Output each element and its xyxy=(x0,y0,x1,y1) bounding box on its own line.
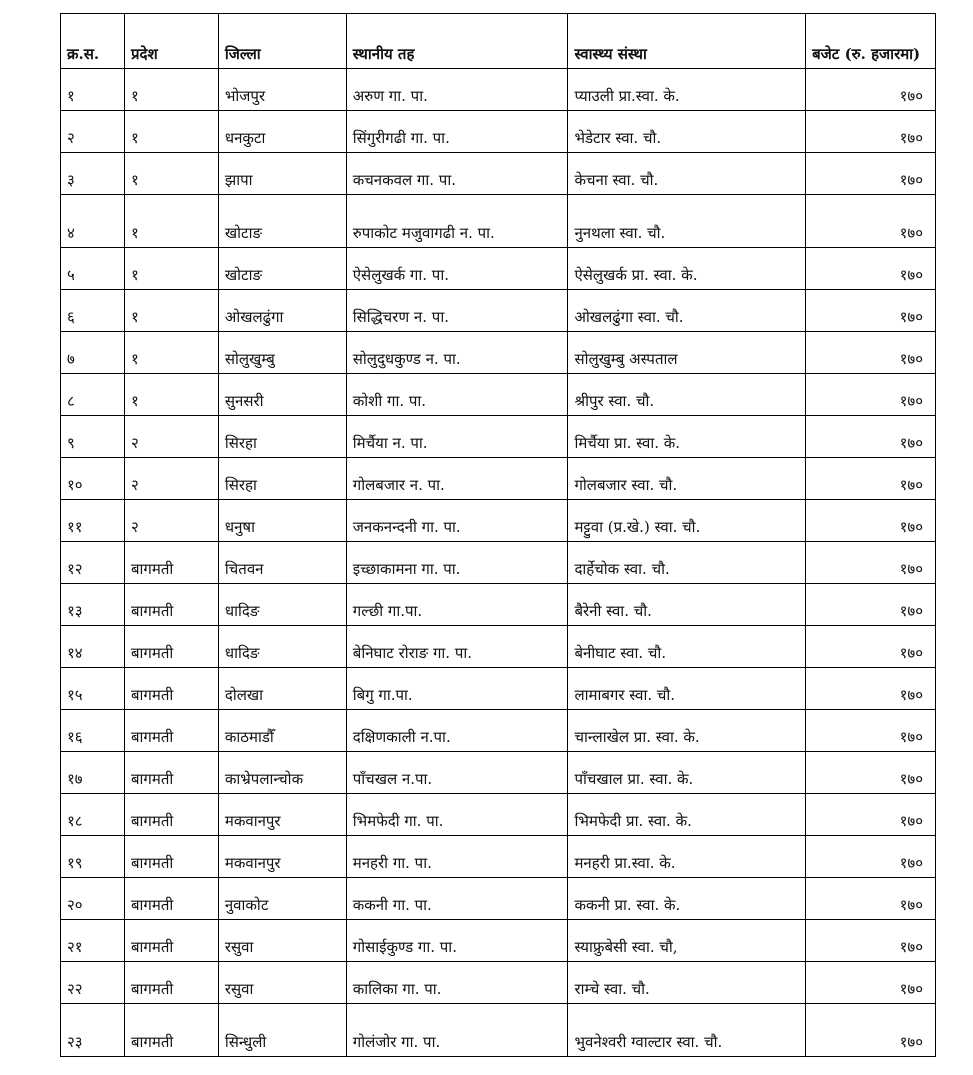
cell-serial-no: २३ xyxy=(61,1004,125,1057)
cell-district: सिरहा xyxy=(218,458,346,500)
cell-local-level: सिंगुरीगढी गा. पा. xyxy=(346,111,568,153)
cell-serial-no: १५ xyxy=(61,668,125,710)
cell-province: १ xyxy=(124,153,218,195)
cell-serial-no: ९ xyxy=(61,416,125,458)
table-row xyxy=(61,416,936,458)
cell-local-level: बिगु गा.पा. xyxy=(346,668,568,710)
cell-district: रसुवा xyxy=(218,920,346,962)
cell-local-level: सिद्धिचरण न. पा. xyxy=(346,290,568,332)
cell-serial-no: १ xyxy=(61,69,125,111)
cell-serial-no: ११ xyxy=(61,500,125,542)
cell-health-institution: बैरेनी स्वा. चौ. xyxy=(568,584,806,626)
table-row xyxy=(61,794,936,836)
cell-district: नुवाकोट xyxy=(218,878,346,920)
table-row xyxy=(61,111,936,153)
cell-serial-no: २ xyxy=(61,111,125,153)
cell-district: मकवानपुर xyxy=(218,794,346,836)
cell-budget: १७० xyxy=(806,332,936,374)
cell-local-level: मनहरी गा. पा. xyxy=(346,836,568,878)
table-row xyxy=(61,710,936,752)
cell-local-level: दक्षिणकाली न.पा. xyxy=(346,710,568,752)
cell-budget: १७० xyxy=(806,111,936,153)
cell-district: धनुषा xyxy=(218,500,346,542)
cell-district: काठमाडौँ xyxy=(218,710,346,752)
cell-health-institution: गोलबजार स्वा. चौ. xyxy=(568,458,806,500)
cell-serial-no: ६ xyxy=(61,290,125,332)
cell-province: बागमती xyxy=(124,626,218,668)
cell-district: सिरहा xyxy=(218,416,346,458)
cell-province: १ xyxy=(124,290,218,332)
table-row xyxy=(61,542,936,584)
table-header-row xyxy=(61,14,936,69)
table-body xyxy=(61,69,936,1057)
cell-local-level: अरुण गा. पा. xyxy=(346,69,568,111)
cell-district: दोलखा xyxy=(218,668,346,710)
cell-province: बागमती xyxy=(124,962,218,1004)
cell-health-institution: बेनीघाट स्वा. चौ. xyxy=(568,626,806,668)
cell-serial-no: १२ xyxy=(61,542,125,584)
cell-budget: १७० xyxy=(806,69,936,111)
cell-province: बागमती xyxy=(124,878,218,920)
cell-budget: १७० xyxy=(806,416,936,458)
cell-budget: १७० xyxy=(806,1004,936,1057)
cell-district: भोजपुर xyxy=(218,69,346,111)
cell-serial-no: ३ xyxy=(61,153,125,195)
cell-district: खोटाङ xyxy=(218,195,346,248)
cell-budget: १७० xyxy=(806,836,936,878)
cell-district: सिन्धुली xyxy=(218,1004,346,1057)
cell-province: १ xyxy=(124,374,218,416)
cell-budget: १७० xyxy=(806,584,936,626)
cell-serial-no: २० xyxy=(61,878,125,920)
table-row xyxy=(61,500,936,542)
table-row xyxy=(61,374,936,416)
cell-local-level: रुपाकोट मजुवागढी न. पा. xyxy=(346,195,568,248)
cell-health-institution: पाँचखाल प्रा. स्वा. के. xyxy=(568,752,806,794)
cell-health-institution: ककनी प्रा. स्वा. के. xyxy=(568,878,806,920)
header-health-institution: स्वास्थ्य संस्था xyxy=(568,14,806,69)
cell-budget: १७० xyxy=(806,668,936,710)
table-row xyxy=(61,584,936,626)
cell-province: बागमती xyxy=(124,542,218,584)
cell-health-institution: दार्हेचोक स्वा. चौ. xyxy=(568,542,806,584)
cell-serial-no: १६ xyxy=(61,710,125,752)
cell-local-level: ऐसेलुखर्क गा. पा. xyxy=(346,248,568,290)
cell-budget: १७० xyxy=(806,500,936,542)
table-row xyxy=(61,248,936,290)
cell-serial-no: ४ xyxy=(61,195,125,248)
cell-province: बागमती xyxy=(124,836,218,878)
cell-district: खोटाङ xyxy=(218,248,346,290)
cell-health-institution: लामाबगर स्वा. चौ. xyxy=(568,668,806,710)
cell-budget: १७० xyxy=(806,542,936,584)
table-row xyxy=(61,836,936,878)
cell-budget: १७० xyxy=(806,920,936,962)
cell-budget: १७० xyxy=(806,248,936,290)
table-row xyxy=(61,458,936,500)
cell-local-level: गोलबजार न. पा. xyxy=(346,458,568,500)
cell-health-institution: चान्लाखेल प्रा. स्वा. के. xyxy=(568,710,806,752)
cell-district: ओखलढुंगा xyxy=(218,290,346,332)
cell-province: बागमती xyxy=(124,668,218,710)
table-row xyxy=(61,195,936,248)
cell-province: १ xyxy=(124,332,218,374)
cell-local-level: गोसाईकुण्ड गा. पा. xyxy=(346,920,568,962)
header-serial-no: क्र.स. xyxy=(61,14,125,69)
cell-health-institution: ऐसेलुखर्क प्रा. स्वा. के. xyxy=(568,248,806,290)
cell-province: बागमती xyxy=(124,920,218,962)
cell-local-level: भिमफेदी गा. पा. xyxy=(346,794,568,836)
cell-budget: १७० xyxy=(806,290,936,332)
cell-local-level: सोलुदुधकुण्ड न. पा. xyxy=(346,332,568,374)
table-row xyxy=(61,920,936,962)
cell-serial-no: ७ xyxy=(61,332,125,374)
cell-district: धनकुटा xyxy=(218,111,346,153)
cell-health-institution: सोलुखुम्बु अस्पताल xyxy=(568,332,806,374)
cell-province: १ xyxy=(124,248,218,290)
cell-health-institution: मट्टुवा (प्र.खे.) स्वा. चौ. xyxy=(568,500,806,542)
cell-local-level: गोलंजोर गा. पा. xyxy=(346,1004,568,1057)
cell-province: १ xyxy=(124,111,218,153)
cell-health-institution: ओखलढुंगा स्वा. चौ. xyxy=(568,290,806,332)
cell-budget: १७० xyxy=(806,153,936,195)
table-row xyxy=(61,69,936,111)
cell-serial-no: २२ xyxy=(61,962,125,1004)
cell-health-institution: स्याफ्रुबेसी स्वा. चौ, xyxy=(568,920,806,962)
cell-district: सोलुखुम्बु xyxy=(218,332,346,374)
cell-province: २ xyxy=(124,500,218,542)
cell-local-level: गल्छी गा.पा. xyxy=(346,584,568,626)
cell-health-institution: प्याउली प्रा.स्वा. के. xyxy=(568,69,806,111)
cell-budget: १७० xyxy=(806,195,936,248)
cell-province: १ xyxy=(124,69,218,111)
cell-budget: १७० xyxy=(806,374,936,416)
header-budget: बजेट (रु. हजारमा) xyxy=(806,14,936,69)
budget-table xyxy=(60,13,936,1057)
cell-health-institution: भुवनेश्वरी ग्वाल्टार स्वा. चौ. xyxy=(568,1004,806,1057)
cell-budget: १७० xyxy=(806,962,936,1004)
cell-local-level: जनकनन्दनी गा. पा. xyxy=(346,500,568,542)
cell-health-institution: भेडेटार स्वा. चौ. xyxy=(568,111,806,153)
table-row xyxy=(61,668,936,710)
cell-health-institution: मिर्चैया प्रा. स्वा. के. xyxy=(568,416,806,458)
cell-health-institution: नुनथला स्वा. चौ. xyxy=(568,195,806,248)
header-local-level: स्थानीय तह xyxy=(346,14,568,69)
cell-province: बागमती xyxy=(124,710,218,752)
table-row xyxy=(61,332,936,374)
cell-province: १ xyxy=(124,195,218,248)
cell-local-level: मिर्चैया न. पा. xyxy=(346,416,568,458)
cell-serial-no: ८ xyxy=(61,374,125,416)
table-row xyxy=(61,962,936,1004)
cell-local-level: कालिका गा. पा. xyxy=(346,962,568,1004)
cell-local-level: बेनिघाट रोराङ गा. पा. xyxy=(346,626,568,668)
cell-budget: १७० xyxy=(806,794,936,836)
cell-province: २ xyxy=(124,458,218,500)
cell-province: २ xyxy=(124,416,218,458)
cell-district: मकवानपुर xyxy=(218,836,346,878)
cell-health-institution: भिमफेदी प्रा. स्वा. के. xyxy=(568,794,806,836)
cell-serial-no: १८ xyxy=(61,794,125,836)
cell-district: धादिङ xyxy=(218,626,346,668)
cell-district: सुनसरी xyxy=(218,374,346,416)
cell-district: काभ्रेपलान्चोक xyxy=(218,752,346,794)
cell-district: झापा xyxy=(218,153,346,195)
cell-health-institution: मनहरी प्रा.स्वा. के. xyxy=(568,836,806,878)
cell-budget: १७० xyxy=(806,710,936,752)
cell-province: बागमती xyxy=(124,1004,218,1057)
table-row xyxy=(61,1004,936,1057)
cell-province: बागमती xyxy=(124,752,218,794)
table-row xyxy=(61,752,936,794)
cell-budget: १७० xyxy=(806,878,936,920)
cell-budget: १७० xyxy=(806,458,936,500)
cell-district: चितवन xyxy=(218,542,346,584)
cell-local-level: कचनकवल गा. पा. xyxy=(346,153,568,195)
cell-health-institution: राम्चे स्वा. चौ. xyxy=(568,962,806,1004)
cell-local-level: कोशी गा. पा. xyxy=(346,374,568,416)
cell-serial-no: १७ xyxy=(61,752,125,794)
cell-health-institution: श्रीपुर स्वा. चौ. xyxy=(568,374,806,416)
cell-province: बागमती xyxy=(124,794,218,836)
table-row xyxy=(61,878,936,920)
header-province: प्रदेश xyxy=(124,14,218,69)
cell-district: धादिङ xyxy=(218,584,346,626)
cell-local-level: ककनी गा. पा. xyxy=(346,878,568,920)
table-row xyxy=(61,290,936,332)
cell-serial-no: २१ xyxy=(61,920,125,962)
cell-health-institution: केचना स्वा. चौ. xyxy=(568,153,806,195)
cell-local-level: इच्छाकामना गा. पा. xyxy=(346,542,568,584)
cell-serial-no: १० xyxy=(61,458,125,500)
cell-serial-no: १९ xyxy=(61,836,125,878)
cell-serial-no: ५ xyxy=(61,248,125,290)
header-district: जिल्ला xyxy=(218,14,346,69)
cell-district: रसुवा xyxy=(218,962,346,1004)
cell-local-level: पाँचखल न.पा. xyxy=(346,752,568,794)
cell-province: बागमती xyxy=(124,584,218,626)
cell-budget: १७० xyxy=(806,752,936,794)
table-row xyxy=(61,153,936,195)
cell-budget: १७० xyxy=(806,626,936,668)
cell-serial-no: १४ xyxy=(61,626,125,668)
cell-serial-no: १३ xyxy=(61,584,125,626)
table-row xyxy=(61,626,936,668)
